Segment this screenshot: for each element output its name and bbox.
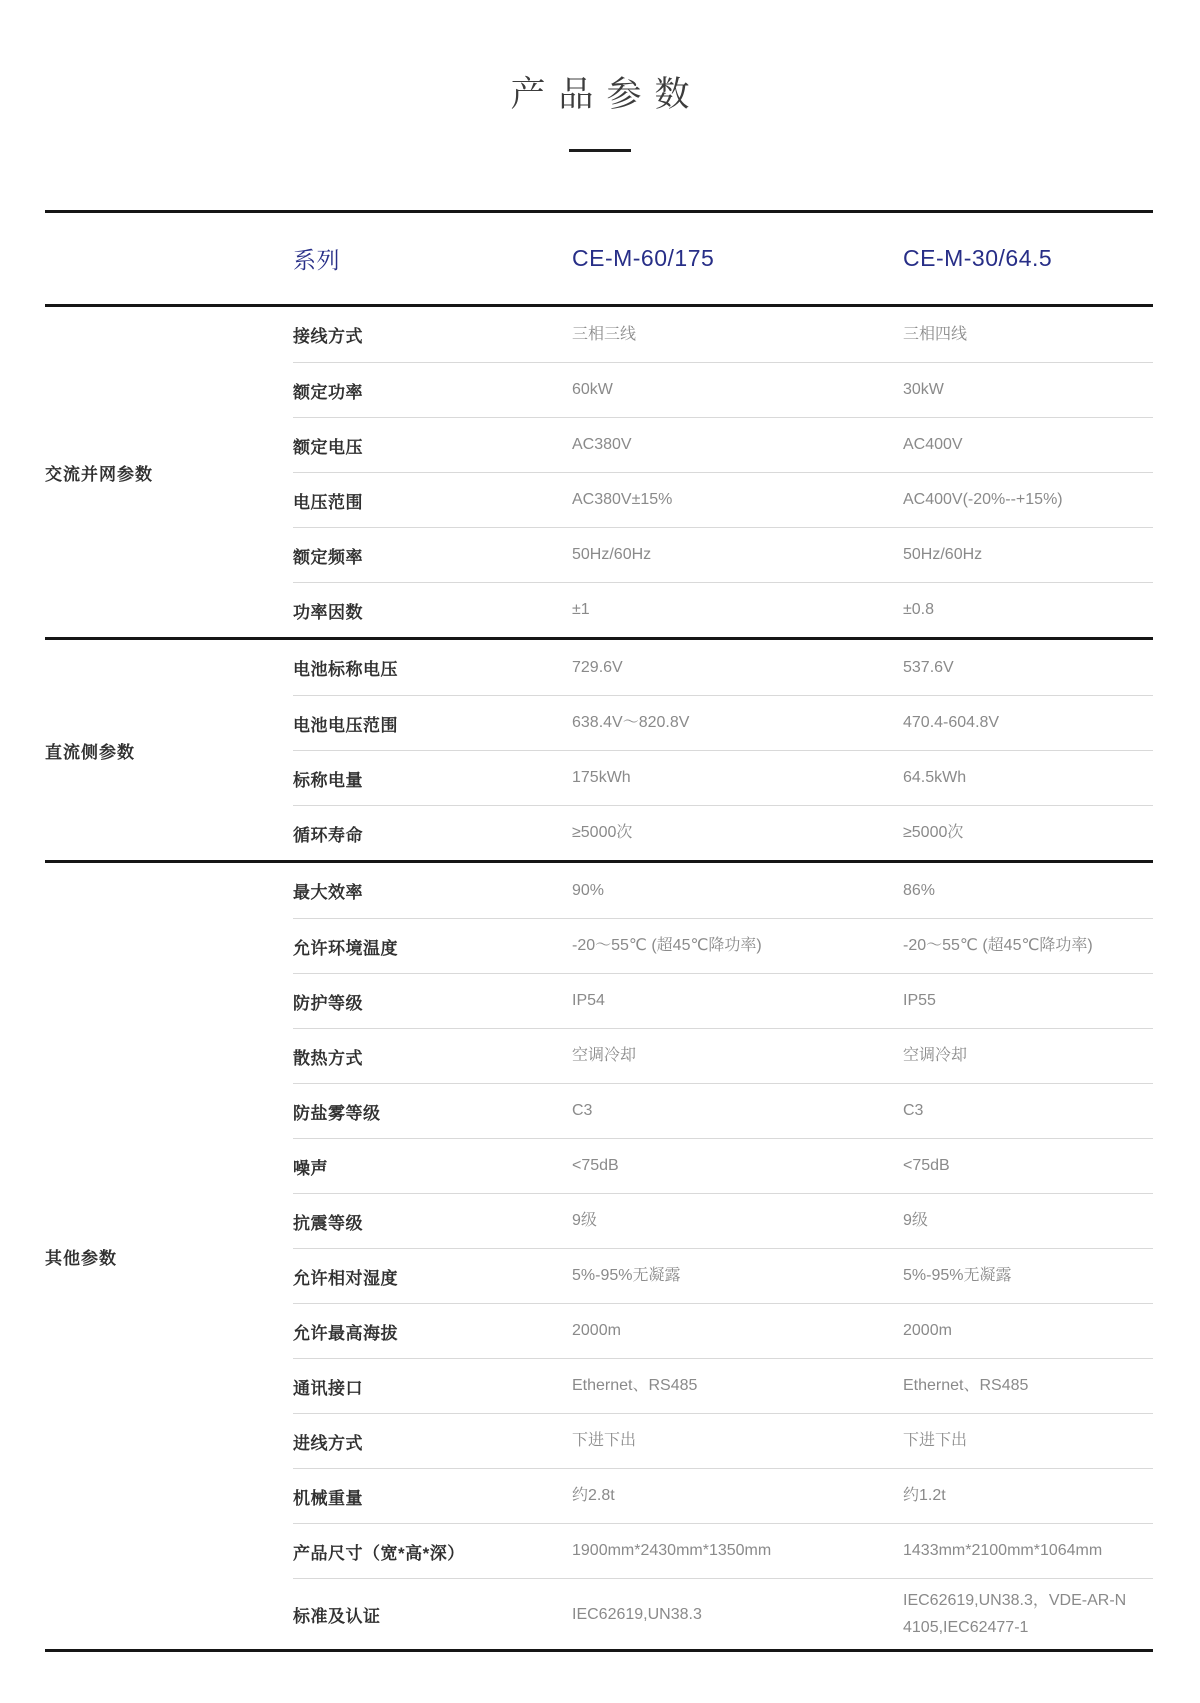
row-value-1: 50Hz/60Hz [572, 546, 652, 564]
row-label: 防护等级 [293, 993, 363, 1013]
spec-row [293, 750, 1153, 805]
row-value-1: 下进下出 [572, 1432, 637, 1450]
group-cell [45, 307, 293, 637]
group-cell [45, 640, 293, 860]
row-value-1: C3 [572, 1102, 593, 1120]
spec-row [293, 1578, 1153, 1649]
row-label: 额定电压 [293, 437, 363, 457]
row-value-2: <75dB [903, 1157, 950, 1175]
section-rows [293, 640, 1153, 860]
group-cell [45, 863, 293, 1649]
spec-row [293, 973, 1153, 1028]
row-value-2: 三相四线 [903, 325, 968, 343]
header-model-1: CE-M-60/175 [572, 245, 715, 271]
row-value-1: 约2.8t [572, 1487, 615, 1505]
spec-row [293, 863, 1153, 918]
row-value-1: 638.4V～820.8V [572, 714, 690, 732]
row-value-1: Ethernet、RS485 [572, 1377, 698, 1395]
row-value-2: 空调冷却 [903, 1047, 968, 1065]
header-series-label: 系列 [293, 247, 340, 273]
group-label: 直流侧参数 [45, 742, 135, 762]
spec-row [293, 417, 1153, 472]
header-model-2: CE-M-30/64.5 [903, 245, 1053, 271]
row-label: 防盐雾等级 [293, 1103, 381, 1123]
row-value-2: C3 [903, 1102, 924, 1120]
row-value-1: 9级 [572, 1212, 597, 1230]
row-label: 产品尺寸（宽*高*深） [293, 1543, 465, 1563]
spec-row [293, 918, 1153, 973]
group-label: 交流并网参数 [45, 464, 153, 484]
row-label: 功率因数 [293, 602, 363, 622]
row-value-2: 30kW [903, 381, 944, 399]
row-value-2: 64.5kWh [903, 769, 967, 787]
row-label: 允许最高海拔 [293, 1323, 398, 1343]
spec-row [293, 307, 1153, 362]
section-rows [293, 307, 1153, 637]
table-header [45, 210, 1153, 307]
row-label: 标称电量 [293, 770, 363, 790]
spec-table-body [45, 307, 1153, 1652]
row-value-1: AC380V±15% [572, 491, 673, 509]
row-label: 允许环境温度 [293, 938, 398, 958]
row-value-1: ≥5000次 [572, 824, 633, 842]
row-value-2: 9级 [903, 1212, 928, 1230]
spec-row [293, 582, 1153, 637]
spec-row [293, 527, 1153, 582]
spec-row [293, 1303, 1153, 1358]
spec-row [293, 1083, 1153, 1138]
section-rows [293, 863, 1153, 1649]
row-value-2: 1433mm*2100mm*1064mm [903, 1542, 1103, 1560]
row-label: 电池电压范围 [293, 715, 398, 735]
row-value-2: 86% [903, 881, 936, 899]
spec-row [293, 1468, 1153, 1523]
row-value-1: IEC62619,UN38.3 [572, 1605, 702, 1623]
row-label: 标准及认证 [293, 1606, 381, 1626]
row-value-2: 约1.2t [903, 1487, 946, 1505]
spec-row [293, 472, 1153, 527]
row-label: 电池标称电压 [293, 660, 398, 679]
row-label: 额定功率 [293, 382, 363, 402]
row-value-2: AC400V(-20%--+15%) [903, 491, 1063, 509]
row-label: 最大效率 [293, 883, 363, 902]
row-value-2: 5%-95%无凝露 [903, 1267, 1012, 1285]
row-value-1: 空调冷却 [572, 1047, 637, 1065]
row-value-2: -20～55℃ (超45℃降功率) [903, 937, 1093, 955]
row-value-2: AC400V [903, 436, 963, 454]
row-value-2: 2000m [903, 1322, 952, 1340]
row-value-2: Ethernet、RS485 [903, 1377, 1029, 1395]
row-label: 额定频率 [293, 547, 363, 567]
spec-row [293, 1138, 1153, 1193]
row-label: 进线方式 [293, 1433, 363, 1453]
row-value-2: 470.4-604.8V [903, 714, 1000, 732]
row-value-1: 729.6V [572, 658, 623, 676]
spec-section [45, 863, 1153, 1652]
spec-row [293, 1523, 1153, 1578]
row-label: 噪声 [293, 1158, 328, 1178]
spec-section [45, 307, 1153, 640]
row-value-1: 2000m [572, 1322, 621, 1340]
spec-row [293, 362, 1153, 417]
spec-row [293, 695, 1153, 750]
row-label: 通讯接口 [293, 1378, 363, 1398]
row-value-2: 50Hz/60Hz [903, 546, 983, 564]
spec-row [293, 1413, 1153, 1468]
row-value-1: 1900mm*2430mm*1350mm [572, 1542, 772, 1560]
row-value-1: 60kW [572, 381, 613, 399]
spec-row [293, 805, 1153, 860]
row-value-1: 90% [572, 881, 605, 899]
row-value-2: 下进下出 [903, 1432, 968, 1450]
spec-row [293, 1358, 1153, 1413]
row-label: 循环寿命 [293, 825, 363, 845]
row-label: 接线方式 [293, 327, 363, 346]
row-value-1: 三相三线 [572, 325, 637, 343]
row-value-2: IEC62619,UN38.3，VDE-AR-N 4105,IEC62477-1 [903, 1592, 1127, 1637]
row-label: 机械重量 [293, 1488, 363, 1508]
title-underline [569, 149, 631, 152]
page-title: 产品参数 [510, 75, 703, 114]
row-value-2: IP55 [903, 992, 936, 1010]
spec-row [293, 1193, 1153, 1248]
row-label: 抗震等级 [293, 1213, 363, 1233]
spec-row [293, 640, 1153, 695]
row-value-2: 537.6V [903, 658, 954, 676]
spec-section [45, 640, 1153, 863]
spec-table [45, 210, 1153, 1652]
row-value-1: <75dB [572, 1157, 619, 1175]
row-value-1: AC380V [572, 436, 632, 454]
row-value-2: ≥5000次 [903, 824, 964, 842]
row-value-1: 175kWh [572, 769, 631, 787]
row-label: 电压范围 [293, 492, 363, 512]
row-value-1: 5%-95%无凝露 [572, 1267, 681, 1285]
row-value-2: ±0.8 [903, 601, 935, 619]
row-label: 散热方式 [293, 1048, 363, 1068]
spec-row [293, 1248, 1153, 1303]
row-label: 允许相对湿度 [293, 1268, 398, 1288]
spec-row [293, 1028, 1153, 1083]
group-label: 其他参数 [45, 1248, 117, 1268]
row-value-1: IP54 [572, 992, 605, 1010]
row-value-1: ±1 [572, 601, 590, 619]
row-value-1: -20～55℃ (超45℃降功率) [572, 937, 762, 955]
